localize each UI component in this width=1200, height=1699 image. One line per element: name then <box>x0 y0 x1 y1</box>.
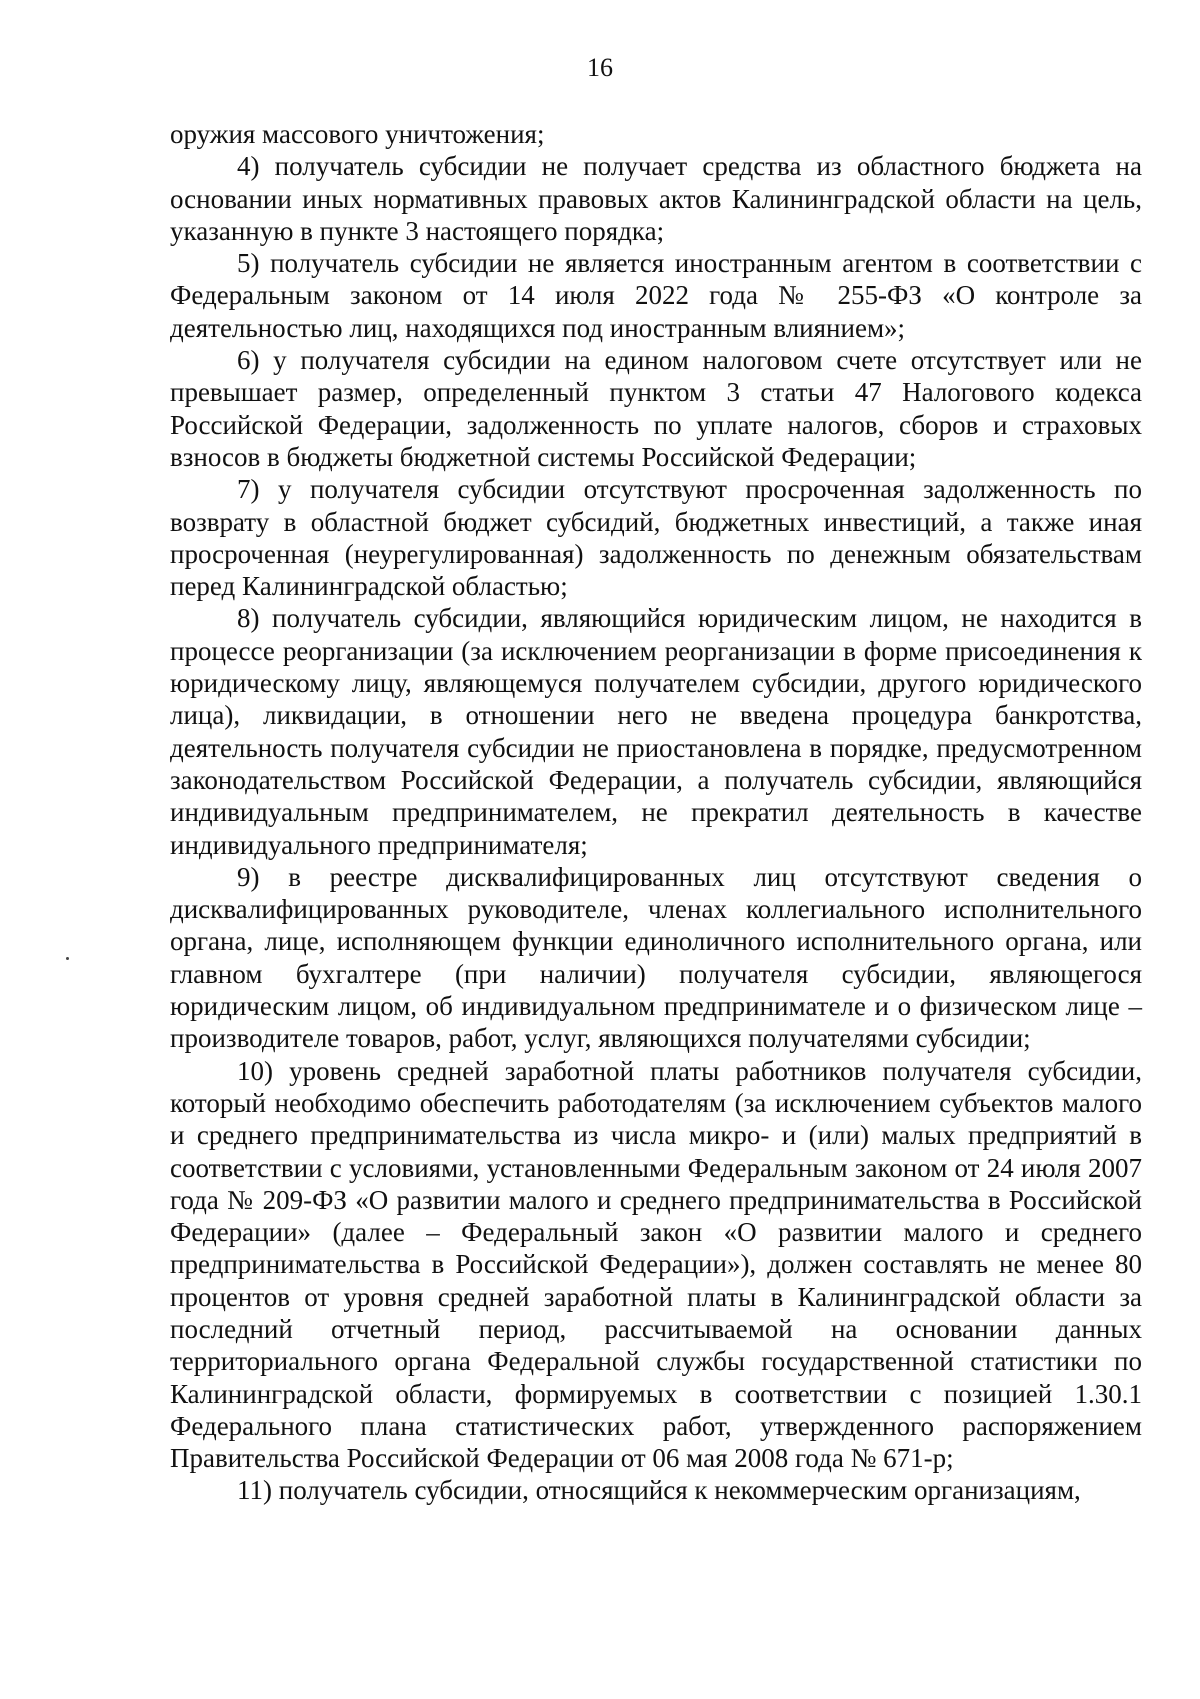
paragraph-item-11: 11) получатель субсидии, относящийся к некоммерческим организациям, <box>237 1475 1081 1506</box>
paragraph-continuation: оружия массового уничтожения; <box>170 119 545 149</box>
paragraph-item-9: 9) в реестре дисквалифицированных лиц отсутствуют сведения о дисквалифицированных руководителе, членах коллегиального исполнительного органа, лице, исполняющем функции единоличного исполнительного органа, или главном бухгалтере (при наличии) получателя субсидии, являющегося юридическим лицом, об индивидуальном предпринимателе и о физическом лице – производителе товаров, работ, услуг, являющихся получателями субсидии; <box>170 861 1142 1054</box>
paragraph-item-8: 8) получатель субсидии, являющийся юридическим лицом, не находится в процессе реорганизации (за исключением реорганизации в форме присоединения к юридическому лицу, являющемуся получателем субсидии, другого юридического лица), ликвидации, в отношении него не введена процедура банкротства, деятельность получателя субсидии не приостановлена в порядке, предусмотренном законодательством Российской Федерации, а получатель субсидии, являющийся индивидуальным предпринимателем, не прекратил деятельность в качестве индивидуального предпринимателя; <box>170 603 1142 860</box>
paragraph-item-4: 4) получатель субсидии не получает средства из областного бюджета на основании иных нормативных правовых актов Калининградской области на цель, указанную в пункте 3 настоящего порядка; <box>170 151 1142 246</box>
paragraph-item-6: 6) у получателя субсидии на едином налоговом счете отсутствует или не превышает размер, определенный пунктом 3 статьи 47 Налогового кодекса Российской Федерации, задолженность по уплате налогов, сборов и страховых взносов в бюджеты бюджетной системы Российской Федерации; <box>170 345 1142 472</box>
scan-speck <box>66 957 69 960</box>
document-body <box>170 118 1142 1507</box>
paragraph-item-10: 10) уровень средней заработной платы работников получателя субсидии, который необходимо обеспечить работодателям (за исключением субъектов малого и среднего предпринимательства из числа микро- и (или) малых предприятий в соответствии с условиями, установленными Федеральным законом от 24 июля 2007 года № 209-ФЗ «О развитии малого и среднего предпринимательства в Российской Федерации» (далее – Федеральный закон «О развитии малого и среднего предпринимательства в Российской Федерации»), должен составлять не менее 80 процентов от уровня средней заработной платы в Калининградской области за последний отчетный период, рассчитываемой на основании данных территориального органа Федеральной службы государственной статистики по Калининградской области, формируемых в соответствии с позицией 1.30.1 Федерального плана статистических работ, утвержденного распоряжением Правительства Российской Федерации от 06 мая 2008 года № 671-р; <box>170 1055 1142 1474</box>
paragraph-item-7: 7) у получателя субсидии отсутствуют просроченная задолженность по возврату в областной бюджет субсидий, бюджетных инвестиций, а также иная просроченная (неурегулированная) задолженность по денежным обязательствам перед Калининградской областью; <box>170 474 1142 602</box>
page-number: 16 <box>587 53 613 82</box>
paragraph-item-5: 5) получатель субсидии не является иностранным агентом в соответствии с Федеральным законом от 14 июля 2022 года № 255-ФЗ «О контроле за деятельностью лиц, находящихся под иностранным влиянием»; <box>170 248 1142 343</box>
